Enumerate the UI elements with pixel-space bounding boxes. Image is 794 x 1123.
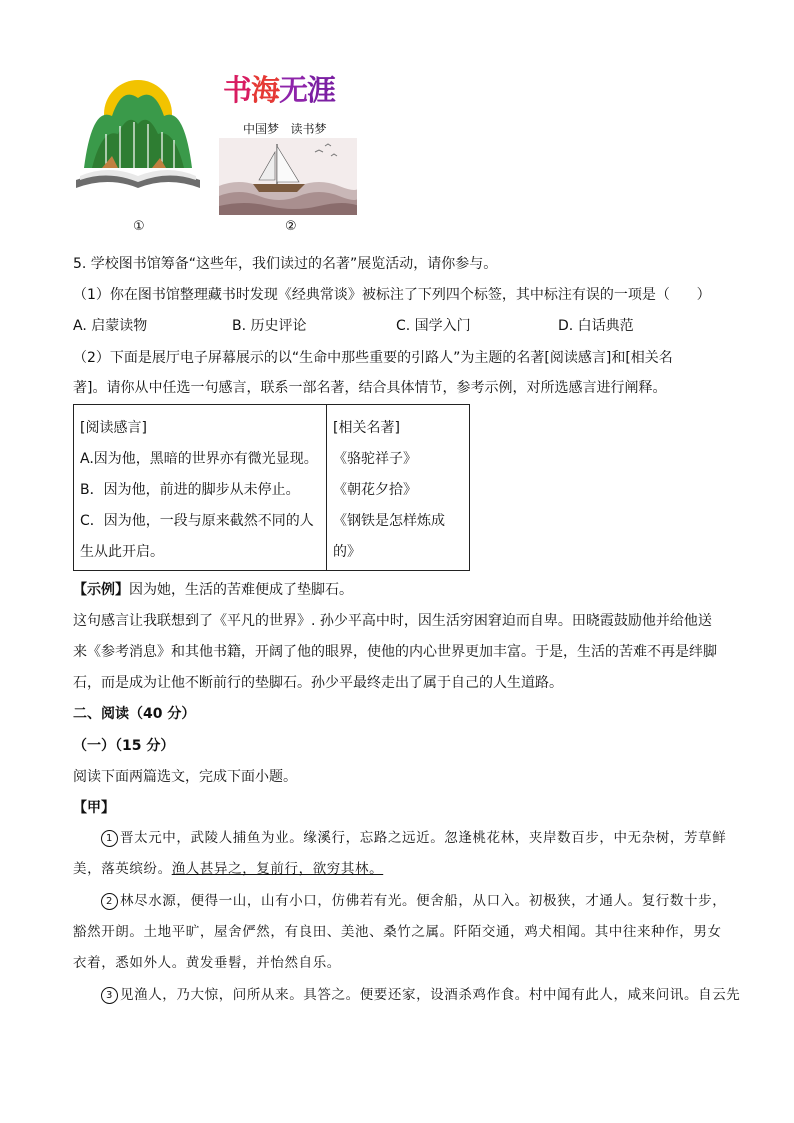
para-number: 2 [101, 893, 118, 910]
option-a: A. 启蒙读物 [73, 318, 148, 334]
example-label: 【示例】 [73, 582, 129, 598]
para2-line1 [101, 891, 726, 911]
para1-text1: 晋太元中，武陵人捕鱼为业。缘溪行，忘路之远近。忽逢桃花林，夹岸数百步，中无杂树，芳草鲜 [120, 830, 727, 846]
reflection-c-cont: 生从此开启。 [80, 544, 164, 560]
q5-sub2-line2: 著]。请你从中任选一句感言，联系一部名著，结合具体情节，参考示例，对所选感言进行阐释。 [73, 380, 667, 396]
option-d: D. 白话典范 [558, 318, 634, 334]
option-c: C. 国学入门 [396, 318, 471, 334]
reading-poster [219, 70, 357, 215]
example-text: 因为她，生活的苦难便成了垫脚石。 [129, 582, 353, 598]
para1-underlined: 渔人甚异之，复前行，欲穷其林。 [171, 861, 384, 877]
example [73, 580, 353, 600]
books-cell [327, 405, 470, 571]
para1-line2 [73, 859, 383, 879]
book-2: 《朝花夕拾》 [333, 482, 417, 498]
book-3-cont: 的》 [333, 544, 361, 560]
reflection-b: B．因为他，前进的脚步从未停止。 [80, 482, 300, 498]
para1-text2: 美，落英缤纷。 [73, 861, 172, 877]
para2-text1: 林尽水源，便得一山，山有小口，仿佛若有光。便舍船，从口入。初极狭，才通人。复行数十步， [120, 893, 727, 909]
para3-text1: 见渔人，乃大惊，问所从来。具答之。便要还家，设酒杀鸡作食。村中闻有此人，咸来问讯。自云先 [120, 987, 741, 1003]
para1-line1 [101, 828, 726, 848]
para-number: 3 [101, 987, 118, 1004]
books-header: [相关名著] [333, 420, 400, 436]
explain-line-1: 这句感言让我联想到了《平凡的世界》. 孙少平高中时，因生活穷困窘迫而自卑。田晓霞鼓励他并给他送 [73, 613, 712, 629]
book-1: 《骆驼祥子》 [333, 451, 417, 467]
reflection-table [73, 404, 470, 571]
q5-sub1: （1）你在图书馆整理藏书时发现《经典常谈》被标注了下列四个标签，其中标注有误的一项是（ ） [73, 287, 711, 303]
poster-subtitle: 中国梦 读书梦 [243, 122, 327, 136]
reflection-cell [74, 405, 327, 571]
image2-caption: ② [285, 219, 297, 234]
section-title: 二、阅读（40 分） [73, 706, 196, 722]
para2-line3: 衣着，悉如外人。黄发垂髫，并怡然自乐。 [73, 955, 341, 971]
reflection-header: [阅读感言] [80, 420, 147, 436]
poster-title: 书海无涯 [223, 73, 336, 107]
book-3: 《钢铁是怎样炼成 [333, 513, 445, 529]
explain-line-2: 来《参考消息》和其他书籍，开阔了他的眼界，使他的内心世界更加丰富。于是，生活的苦难不再是绊脚 [73, 644, 717, 660]
sailboat-icon [219, 138, 357, 215]
explain-line-3: 石，而是成为让他不断前行的垫脚石。孙少平最终走出了属于自己的人生道路。 [73, 675, 563, 691]
para-number: 1 [101, 830, 118, 847]
q5-sub2-line1: （2）下面是展厅电子屏幕展示的以“生命中那些重要的引路人”为主题的名著[阅读感言]和[相关名 [73, 350, 673, 366]
book-forest-illustration [72, 76, 204, 198]
para2-line2: 豁然开朗。土地平旷，屋舍俨然，有良田、美池、桑竹之属。阡陌交通，鸡犬相闻。其中往来种作，男女 [73, 924, 722, 940]
para3-line1 [101, 985, 740, 1005]
option-b: B. 历史评论 [232, 318, 307, 334]
reflection-c: C．因为他，一段与原来截然不同的人 [80, 513, 314, 529]
jia-label: 【甲】 [73, 800, 115, 816]
q5-stem: 5. 学校图书馆筹备“这些年，我们读过的名著”展览活动，请你参与。 [73, 256, 498, 272]
instruction: 阅读下面两篇选文，完成下面小题。 [73, 769, 297, 785]
part-title: （一）（15 分） [73, 738, 175, 754]
image1-caption: ① [133, 219, 145, 234]
reflection-a: A.因为他，黑暗的世界亦有微光显现。 [80, 451, 318, 467]
